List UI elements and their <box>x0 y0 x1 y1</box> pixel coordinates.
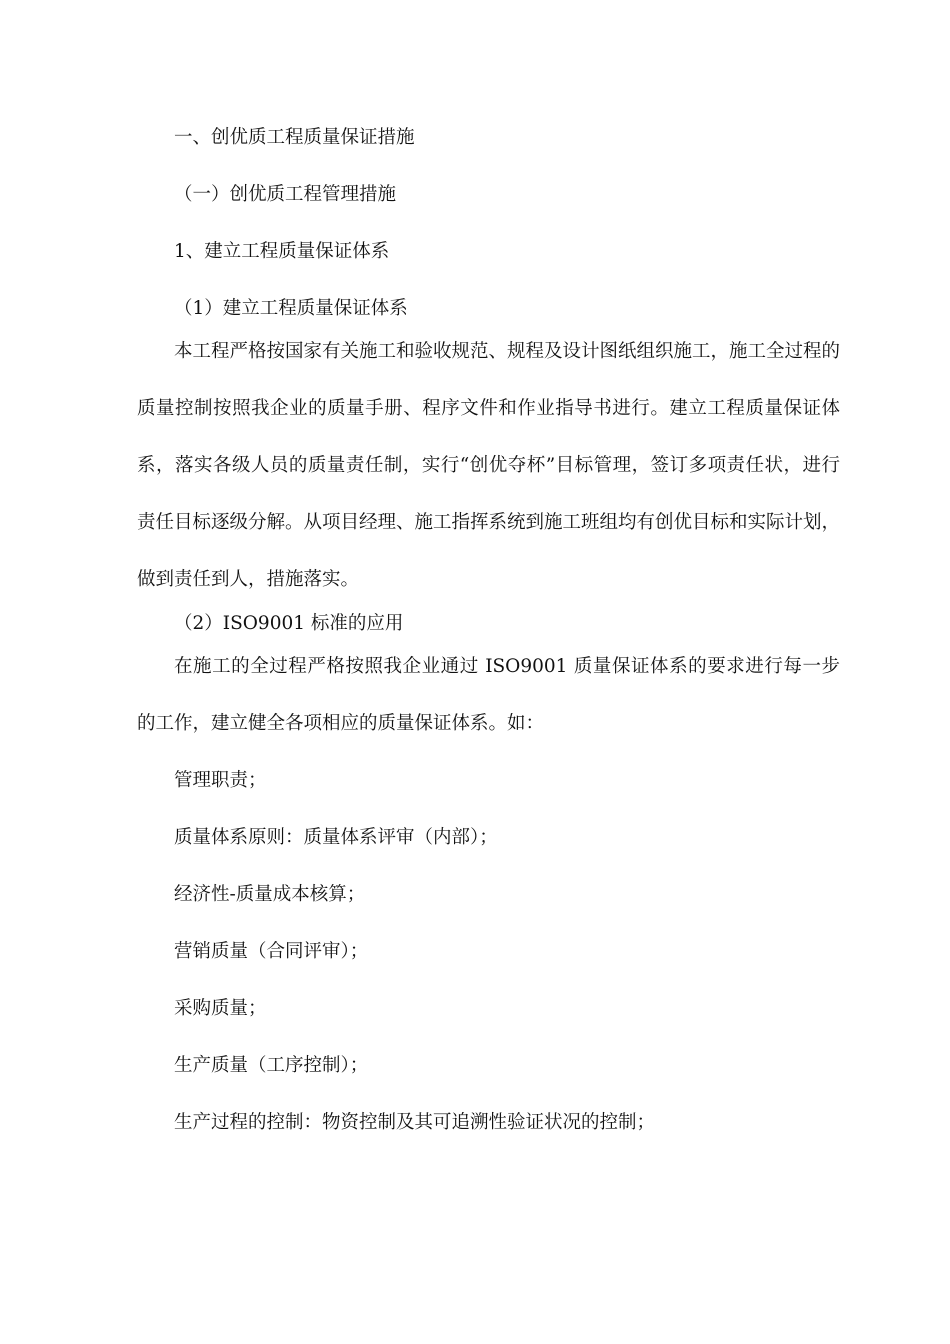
subitem-heading: （2）ISO9001 标准的应用 <box>174 613 404 634</box>
body-paragraph: 本工程严格按国家有关施工和验收规范、规程及设计图纸组织施工，施工全过程的质量控制按照我企业的质量手册、程序文件和作业指导书进行。建立工程质量保证体系，落实各级人员的质量责任制，实行“创优夺杯”目标管理，签订多项责任状，进行责任目标逐级分解。从项目经理、施工指挥系统到施工班组均有创优目标和实际计划，做到责任到人，措施落实。 <box>137 341 841 590</box>
subitem-heading: （1）建立工程质量保证体系 <box>174 298 408 319</box>
list-item: 生产质量（工序控制）； <box>174 1055 369 1076</box>
list-item: 质量体系原则：质量体系评审（内部）； <box>174 827 498 848</box>
list-item: 营销质量（合同评审）； <box>174 941 369 962</box>
subsection-heading: （一）创优质工程管理措施 <box>174 184 397 205</box>
item-heading: 1、建立工程质量保证体系 <box>174 241 390 262</box>
list-item: 采购质量； <box>174 998 267 1019</box>
list-item: 经济性-质量成本核算； <box>174 884 366 905</box>
list-item: 生产过程的控制：物资控制及其可追溯性验证状况的控制； <box>174 1112 656 1133</box>
document-body <box>137 124 840 1137</box>
section-heading: 一、创优质工程质量保证措施 <box>174 127 415 148</box>
body-paragraph: 在施工的全过程严格按照我企业通过 ISO9001 质量保证体系的要求进行每一步的工作，建立健全各项相应的质量保证体系。如： <box>137 656 840 734</box>
list-item: 管理职责； <box>174 770 267 791</box>
